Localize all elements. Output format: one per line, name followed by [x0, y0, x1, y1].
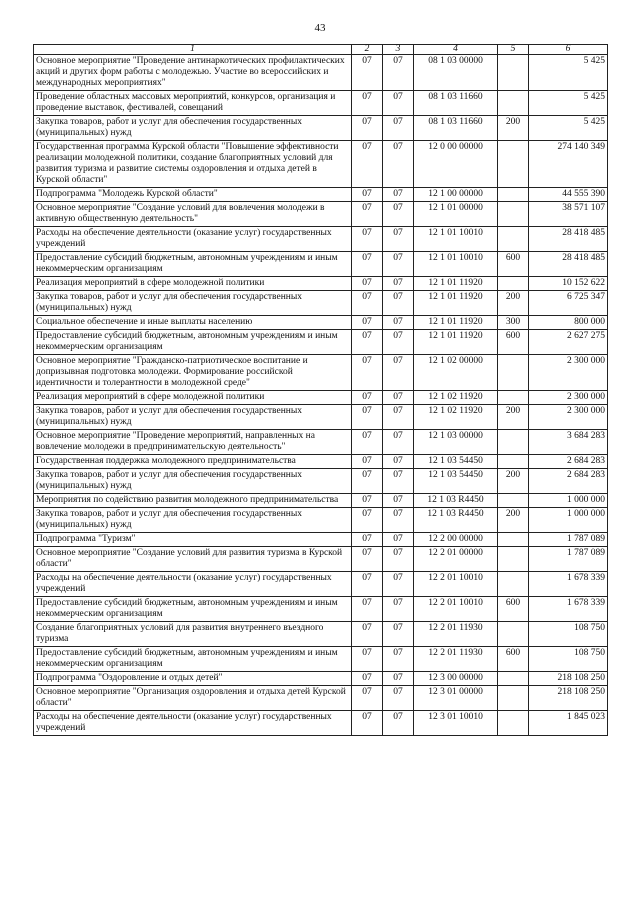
table-row — [34, 455, 608, 469]
table-row — [34, 547, 608, 572]
row-target-article-cell: 12 1 01 11920 — [414, 316, 498, 330]
row-name-cell: Основное мероприятие "Проведение мероприятий, направленных на вовлечение молодежи в предпринимательскую деятельность" — [34, 430, 352, 455]
row-section-cell: 07 — [352, 391, 383, 405]
row-name-cell: Социальное обеспечение и иные выплаты населению — [34, 316, 352, 330]
row-target-article-cell: 08 1 03 11660 — [414, 116, 498, 141]
table-row — [34, 672, 608, 686]
table-row — [34, 227, 608, 252]
row-amount-cell: 5 425 — [529, 55, 608, 91]
row-subsection-cell: 07 — [383, 227, 414, 252]
row-subsection-cell: 07 — [383, 494, 414, 508]
row-section-cell: 07 — [352, 508, 383, 533]
row-section-cell: 07 — [352, 141, 383, 188]
row-subsection-cell: 07 — [383, 55, 414, 91]
row-target-article-cell: 12 1 01 10010 — [414, 252, 498, 277]
row-section-cell: 07 — [352, 672, 383, 686]
row-section-cell: 07 — [352, 116, 383, 141]
row-section-cell: 07 — [352, 355, 383, 391]
row-name-cell: Предоставление субсидий бюджетным, автономным учреждениям и иным некоммерческим организациям — [34, 647, 352, 672]
column-header-target-article: 4 — [414, 45, 498, 55]
row-subsection-cell: 07 — [383, 116, 414, 141]
row-target-article-cell: 12 3 01 00000 — [414, 686, 498, 711]
row-amount-cell: 108 750 — [529, 647, 608, 672]
row-name-cell: Основное мероприятие "Проведение антинаркотических профилактических акций и других форм работы с молодежью. Участие во всероссийских и международных мероприятиях" — [34, 55, 352, 91]
row-subsection-cell: 07 — [383, 405, 414, 430]
row-expense-type-cell — [498, 711, 529, 736]
row-subsection-cell: 07 — [383, 202, 414, 227]
row-amount-cell: 28 418 485 — [529, 227, 608, 252]
table-row — [34, 647, 608, 672]
row-section-cell: 07 — [352, 647, 383, 672]
row-expense-type-cell: 200 — [498, 469, 529, 494]
row-expense-type-cell — [498, 572, 529, 597]
row-target-article-cell: 12 1 01 00000 — [414, 202, 498, 227]
row-name-cell: Основное мероприятие "Гражданско-патриотическое воспитание и допризывная подготовка молодежи. Формирование российской идентичности и толерантности в молодежной среде" — [34, 355, 352, 391]
row-subsection-cell: 07 — [383, 291, 414, 316]
row-section-cell: 07 — [352, 494, 383, 508]
row-expense-type-cell — [498, 188, 529, 202]
row-target-article-cell: 12 2 01 10010 — [414, 597, 498, 622]
row-target-article-cell: 12 2 01 11930 — [414, 647, 498, 672]
row-amount-cell: 1 845 023 — [529, 711, 608, 736]
row-name-cell: Основное мероприятие "Создание условий для вовлечения молодежи в активную общественную деятельность" — [34, 202, 352, 227]
column-header-section: 2 — [352, 45, 383, 55]
row-expense-type-cell: 200 — [498, 116, 529, 141]
row-section-cell: 07 — [352, 711, 383, 736]
row-target-article-cell: 12 1 03 00000 — [414, 430, 498, 455]
column-header-expense-type: 5 — [498, 45, 529, 55]
row-target-article-cell: 12 1 01 11920 — [414, 277, 498, 291]
row-amount-cell: 2 684 283 — [529, 469, 608, 494]
row-section-cell: 07 — [352, 547, 383, 572]
row-subsection-cell: 07 — [383, 686, 414, 711]
row-expense-type-cell — [498, 686, 529, 711]
row-amount-cell: 6 725 347 — [529, 291, 608, 316]
row-name-cell: Проведение областных массовых мероприятий, конкурсов, организация и проведение выставок, фестивалей, совещаний — [34, 91, 352, 116]
row-section-cell: 07 — [352, 686, 383, 711]
row-subsection-cell: 07 — [383, 508, 414, 533]
row-name-cell: Государственная программа Курской области "Повышение эффективности реализации молодежной политики, создание благоприятных условий для развития туризма и развитие системы оздоровления и отдыха детей в Курской области" — [34, 141, 352, 188]
row-target-article-cell: 12 3 00 00000 — [414, 672, 498, 686]
row-amount-cell: 1 678 339 — [529, 572, 608, 597]
row-expense-type-cell — [498, 672, 529, 686]
table-row — [34, 391, 608, 405]
table-row — [34, 572, 608, 597]
row-expense-type-cell: 600 — [498, 330, 529, 355]
budget-table — [33, 44, 608, 736]
row-name-cell: Подпрограмма "Туризм" — [34, 533, 352, 547]
row-amount-cell: 1 000 000 — [529, 494, 608, 508]
row-amount-cell: 2 627 275 — [529, 330, 608, 355]
row-subsection-cell: 07 — [383, 469, 414, 494]
row-section-cell: 07 — [352, 430, 383, 455]
table-row — [34, 686, 608, 711]
row-expense-type-cell — [498, 494, 529, 508]
row-name-cell: Предоставление субсидий бюджетным, автономным учреждениям и иным некоммерческим организациям — [34, 252, 352, 277]
row-amount-cell: 1 787 089 — [529, 547, 608, 572]
row-name-cell: Расходы на обеспечение деятельности (оказание услуг) государственных учреждений — [34, 711, 352, 736]
column-header-amount: 6 — [529, 45, 608, 55]
table-row — [34, 188, 608, 202]
row-amount-cell: 44 555 390 — [529, 188, 608, 202]
row-target-article-cell: 12 1 01 10010 — [414, 227, 498, 252]
row-expense-type-cell: 200 — [498, 405, 529, 430]
row-section-cell: 07 — [352, 291, 383, 316]
row-target-article-cell: 12 1 03 54450 — [414, 455, 498, 469]
row-section-cell: 07 — [352, 597, 383, 622]
row-name-cell: Основное мероприятие "Организация оздоровления и отдыха детей Курской области" — [34, 686, 352, 711]
table-row — [34, 116, 608, 141]
row-expense-type-cell: 200 — [498, 291, 529, 316]
row-name-cell: Подпрограмма "Оздоровление и отдых детей" — [34, 672, 352, 686]
row-target-article-cell: 12 1 02 00000 — [414, 355, 498, 391]
table-row — [34, 291, 608, 316]
row-section-cell: 07 — [352, 330, 383, 355]
column-header-subsection: 3 — [383, 45, 414, 55]
row-section-cell: 07 — [352, 572, 383, 597]
column-number-row — [34, 45, 608, 55]
row-target-article-cell: 12 2 00 00000 — [414, 533, 498, 547]
row-section-cell: 07 — [352, 227, 383, 252]
row-name-cell: Основное мероприятие "Создание условий для развития туризма в Курской области" — [34, 547, 352, 572]
table-row — [34, 469, 608, 494]
row-name-cell: Предоставление субсидий бюджетным, автономным учреждениям и иным некоммерческим организациям — [34, 597, 352, 622]
table-row — [34, 508, 608, 533]
table-row — [34, 330, 608, 355]
row-name-cell: Реализация мероприятий в сфере молодежной политики — [34, 277, 352, 291]
row-subsection-cell: 07 — [383, 188, 414, 202]
table-row — [34, 622, 608, 647]
row-name-cell: Закупка товаров, работ и услуг для обеспечения государственных (муниципальных) нужд — [34, 405, 352, 430]
row-amount-cell: 1 000 000 — [529, 508, 608, 533]
row-amount-cell: 5 425 — [529, 116, 608, 141]
row-expense-type-cell — [498, 430, 529, 455]
row-amount-cell: 10 152 622 — [529, 277, 608, 291]
row-amount-cell: 1 787 089 — [529, 533, 608, 547]
row-subsection-cell: 07 — [383, 597, 414, 622]
page-number: 43 — [314, 22, 326, 34]
row-name-cell: Закупка товаров, работ и услуг для обеспечения государственных (муниципальных) нужд — [34, 469, 352, 494]
row-subsection-cell: 07 — [383, 647, 414, 672]
row-subsection-cell: 07 — [383, 277, 414, 291]
row-section-cell: 07 — [352, 91, 383, 116]
row-amount-cell: 5 425 — [529, 91, 608, 116]
row-expense-type-cell: 600 — [498, 647, 529, 672]
row-name-cell: Закупка товаров, работ и услуг для обеспечения государственных (муниципальных) нужд — [34, 291, 352, 316]
table-row — [34, 430, 608, 455]
row-subsection-cell: 07 — [383, 430, 414, 455]
row-subsection-cell: 07 — [383, 672, 414, 686]
row-subsection-cell: 07 — [383, 91, 414, 116]
row-target-article-cell: 12 1 02 11920 — [414, 405, 498, 430]
table-row — [34, 597, 608, 622]
row-expense-type-cell — [498, 141, 529, 188]
row-subsection-cell: 07 — [383, 355, 414, 391]
row-expense-type-cell — [498, 277, 529, 291]
row-section-cell: 07 — [352, 469, 383, 494]
row-target-article-cell: 12 1 03 54450 — [414, 469, 498, 494]
table-row — [34, 277, 608, 291]
row-section-cell: 07 — [352, 455, 383, 469]
row-target-article-cell: 12 1 01 11920 — [414, 291, 498, 316]
row-amount-cell: 218 108 250 — [529, 686, 608, 711]
row-target-article-cell: 12 1 00 00000 — [414, 188, 498, 202]
row-expense-type-cell — [498, 202, 529, 227]
table-row — [34, 91, 608, 116]
row-amount-cell: 1 678 339 — [529, 597, 608, 622]
table-row — [34, 494, 608, 508]
row-section-cell: 07 — [352, 316, 383, 330]
table-row — [34, 405, 608, 430]
row-name-cell: Закупка товаров, работ и услуг для обеспечения государственных (муниципальных) нужд — [34, 116, 352, 141]
row-expense-type-cell: 600 — [498, 252, 529, 277]
row-target-article-cell: 12 1 02 11920 — [414, 391, 498, 405]
row-name-cell: Предоставление субсидий бюджетным, автономным учреждениям и иным некоммерческим организациям — [34, 330, 352, 355]
row-name-cell: Реализация мероприятий в сфере молодежной политики — [34, 391, 352, 405]
row-name-cell: Мероприятия по содействию развития молодежного предпринимательства — [34, 494, 352, 508]
row-expense-type-cell — [498, 622, 529, 647]
row-amount-cell: 800 000 — [529, 316, 608, 330]
row-target-article-cell: 08 1 03 00000 — [414, 55, 498, 91]
row-subsection-cell: 07 — [383, 622, 414, 647]
row-subsection-cell: 07 — [383, 455, 414, 469]
row-amount-cell: 108 750 — [529, 622, 608, 647]
row-expense-type-cell — [498, 91, 529, 116]
row-section-cell: 07 — [352, 405, 383, 430]
row-subsection-cell: 07 — [383, 547, 414, 572]
row-subsection-cell: 07 — [383, 572, 414, 597]
row-expense-type-cell — [498, 55, 529, 91]
row-amount-cell: 2 300 000 — [529, 405, 608, 430]
row-section-cell: 07 — [352, 188, 383, 202]
row-section-cell: 07 — [352, 202, 383, 227]
row-section-cell: 07 — [352, 533, 383, 547]
row-amount-cell: 218 108 250 — [529, 672, 608, 686]
row-target-article-cell: 08 1 03 11660 — [414, 91, 498, 116]
row-subsection-cell: 07 — [383, 141, 414, 188]
row-amount-cell: 274 140 349 — [529, 141, 608, 188]
row-target-article-cell: 12 0 00 00000 — [414, 141, 498, 188]
row-expense-type-cell: 200 — [498, 508, 529, 533]
table-row — [34, 316, 608, 330]
row-expense-type-cell — [498, 533, 529, 547]
column-header-name: 1 — [34, 45, 352, 55]
row-expense-type-cell — [498, 547, 529, 572]
row-target-article-cell: 12 1 01 11920 — [414, 330, 498, 355]
table-row — [34, 252, 608, 277]
row-target-article-cell: 12 1 03 R4450 — [414, 494, 498, 508]
row-target-article-cell: 12 2 01 00000 — [414, 547, 498, 572]
row-expense-type-cell — [498, 391, 529, 405]
row-section-cell: 07 — [352, 277, 383, 291]
table-row — [34, 533, 608, 547]
row-subsection-cell: 07 — [383, 316, 414, 330]
row-expense-type-cell — [498, 355, 529, 391]
table-row — [34, 355, 608, 391]
row-subsection-cell: 07 — [383, 711, 414, 736]
row-target-article-cell: 12 3 01 10010 — [414, 711, 498, 736]
row-expense-type-cell — [498, 227, 529, 252]
row-amount-cell: 38 571 107 — [529, 202, 608, 227]
table-row — [34, 55, 608, 91]
row-subsection-cell: 07 — [383, 533, 414, 547]
row-target-article-cell: 12 2 01 11930 — [414, 622, 498, 647]
row-amount-cell: 3 684 283 — [529, 430, 608, 455]
row-section-cell: 07 — [352, 252, 383, 277]
row-expense-type-cell: 300 — [498, 316, 529, 330]
row-amount-cell: 2 300 000 — [529, 391, 608, 405]
row-name-cell: Государственная поддержка молодежного предпринимательства — [34, 455, 352, 469]
row-target-article-cell: 12 1 03 R4450 — [414, 508, 498, 533]
table-row — [34, 202, 608, 227]
row-section-cell: 07 — [352, 55, 383, 91]
row-section-cell: 07 — [352, 622, 383, 647]
row-amount-cell: 2 300 000 — [529, 355, 608, 391]
table-row — [34, 141, 608, 188]
row-subsection-cell: 07 — [383, 330, 414, 355]
row-target-article-cell: 12 2 01 10010 — [414, 572, 498, 597]
row-subsection-cell: 07 — [383, 391, 414, 405]
row-amount-cell: 28 418 485 — [529, 252, 608, 277]
row-name-cell: Закупка товаров, работ и услуг для обеспечения государственных (муниципальных) нужд — [34, 508, 352, 533]
row-expense-type-cell: 600 — [498, 597, 529, 622]
row-amount-cell: 2 684 283 — [529, 455, 608, 469]
row-expense-type-cell — [498, 455, 529, 469]
table-row — [34, 711, 608, 736]
row-name-cell: Расходы на обеспечение деятельности (оказание услуг) государственных учреждений — [34, 227, 352, 252]
row-subsection-cell: 07 — [383, 252, 414, 277]
row-name-cell: Расходы на обеспечение деятельности (оказание услуг) государственных учреждений — [34, 572, 352, 597]
row-name-cell: Создание благоприятных условий для развития внутреннего въездного туризма — [34, 622, 352, 647]
row-name-cell: Подпрограмма "Молодежь Курской области" — [34, 188, 352, 202]
